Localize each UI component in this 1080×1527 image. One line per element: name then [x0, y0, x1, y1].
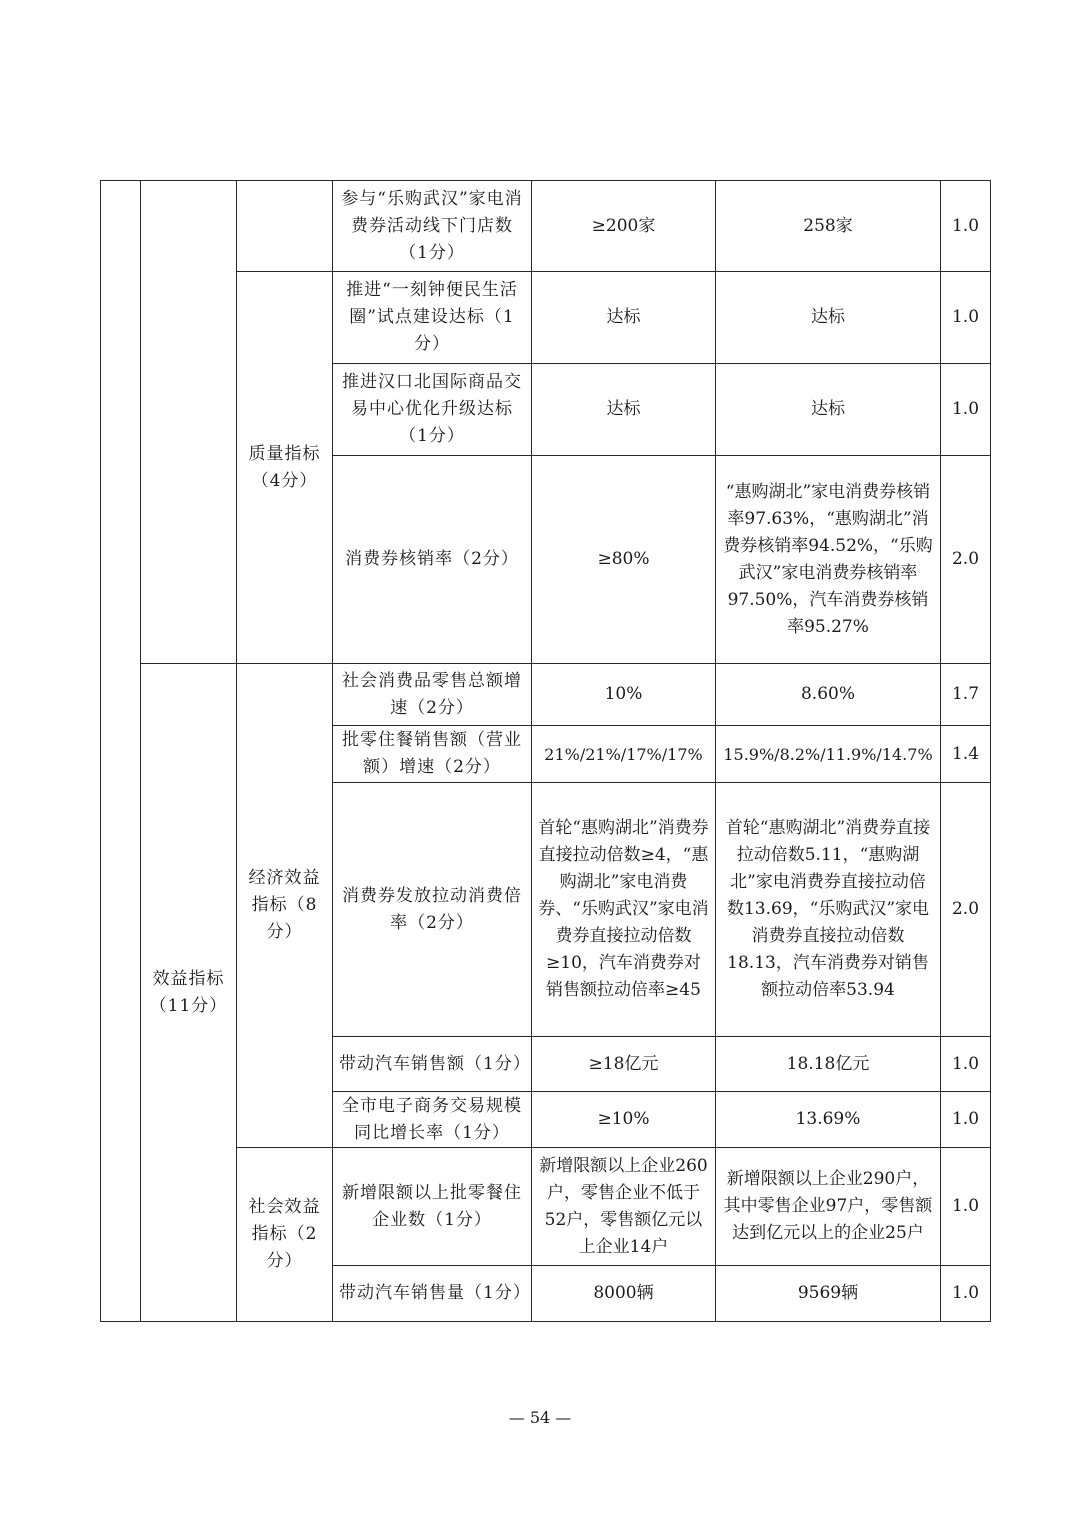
quality-indicator-category: 质量指标（4分）	[237, 272, 333, 664]
target-cell: ≥10%	[532, 1092, 716, 1148]
actual-cell: “惠购湖北”家电消费券核销率97.63%，“惠购湖北”消费券核销率94.52%，“乐购武汉”家电消费券核销率97.50%，汽车消费券核销率95.27%	[716, 456, 941, 664]
score-cell: 1.0	[941, 1266, 991, 1322]
indicator-cell: 批零住餐销售额（营业额）增速（2分）	[333, 726, 532, 783]
level3-blank-cell	[237, 181, 333, 272]
benefit-indicator-category: 效益指标（11分）	[141, 664, 237, 1322]
actual-cell: 达标	[716, 364, 941, 456]
target-cell: 新增限额以上企业260户，零售企业不低于52户，零售额亿元以上企业14户	[532, 1148, 716, 1266]
table-row	[101, 181, 991, 272]
performance-indicator-table	[100, 180, 991, 1322]
economic-indicator-category: 经济效益指标（8分）	[237, 664, 333, 1148]
indicator-cell: 带动汽车销售额（1分）	[333, 1037, 532, 1092]
actual-cell: 13.69%	[716, 1092, 941, 1148]
indicator-cell: 推进汉口北国际商品交易中心优化升级达标（1分）	[333, 364, 532, 456]
score-cell: 1.0	[941, 1148, 991, 1266]
indicator-cell: 社会消费品零售总额增速（2分）	[333, 664, 532, 726]
actual-cell: 15.9%/8.2%/11.9%/14.7%	[716, 726, 941, 783]
score-cell: 1.4	[941, 726, 991, 783]
actual-cell: 8.60%	[716, 664, 941, 726]
target-cell: 21%/21%/17%/17%	[532, 726, 716, 783]
score-cell: 1.7	[941, 664, 991, 726]
indicator-cell: 带动汽车销售量（1分）	[333, 1266, 532, 1322]
indicator-cell: 新增限额以上批零餐住企业数（1分）	[333, 1148, 532, 1266]
indicator-cell: 参与“乐购武汉”家电消费券活动线下门店数（1分）	[333, 181, 532, 272]
target-cell: 10%	[532, 664, 716, 726]
target-cell: 首轮“惠购湖北”消费券直接拉动倍数≥4，“惠购湖北”家电消费券、“乐购武汉”家电消费券直接拉动倍数≥10，汽车消费券对销售额拉动倍率≥45	[532, 783, 716, 1037]
score-cell: 1.0	[941, 364, 991, 456]
level2-blank-cell	[141, 181, 237, 664]
actual-cell: 首轮“惠购湖北”消费券直接拉动倍数5.11，“惠购湖北”家电消费券直接拉动倍数13.69，“乐购武汉”家电消费券直接拉动倍数18.13，汽车消费券对销售额拉动倍率53.94	[716, 783, 941, 1037]
indicator-cell: 全市电子商务交易规模同比增长率（1分）	[333, 1092, 532, 1148]
target-cell: ≥80%	[532, 456, 716, 664]
target-cell: ≥18亿元	[532, 1037, 716, 1092]
actual-cell: 258家	[716, 181, 941, 272]
target-cell: 8000辆	[532, 1266, 716, 1322]
target-cell: 达标	[532, 364, 716, 456]
social-indicator-category: 社会效益指标（2分）	[237, 1148, 333, 1322]
actual-cell: 18.18亿元	[716, 1037, 941, 1092]
indicator-cell: 推进“一刻钟便民生活圈”试点建设达标（1分）	[333, 272, 532, 364]
indicator-cell: 消费券核销率（2分）	[333, 456, 532, 664]
table-row	[101, 664, 991, 726]
indicator-cell: 消费券发放拉动消费倍率（2分）	[333, 783, 532, 1037]
actual-cell: 9569辆	[716, 1266, 941, 1322]
page-number: — 54 —	[508, 1408, 572, 1427]
score-cell: 2.0	[941, 783, 991, 1037]
score-cell: 1.0	[941, 1037, 991, 1092]
actual-cell: 新增限额以上企业290户，其中零售企业97户，零售额达到亿元以上的企业25户	[716, 1148, 941, 1266]
target-cell: ≥200家	[532, 181, 716, 272]
target-cell: 达标	[532, 272, 716, 364]
score-cell: 1.0	[941, 272, 991, 364]
level1-blank-cell	[101, 181, 141, 1322]
score-cell: 1.0	[941, 1092, 991, 1148]
actual-cell: 达标	[716, 272, 941, 364]
score-cell: 1.0	[941, 181, 991, 272]
score-cell: 2.0	[941, 456, 991, 664]
